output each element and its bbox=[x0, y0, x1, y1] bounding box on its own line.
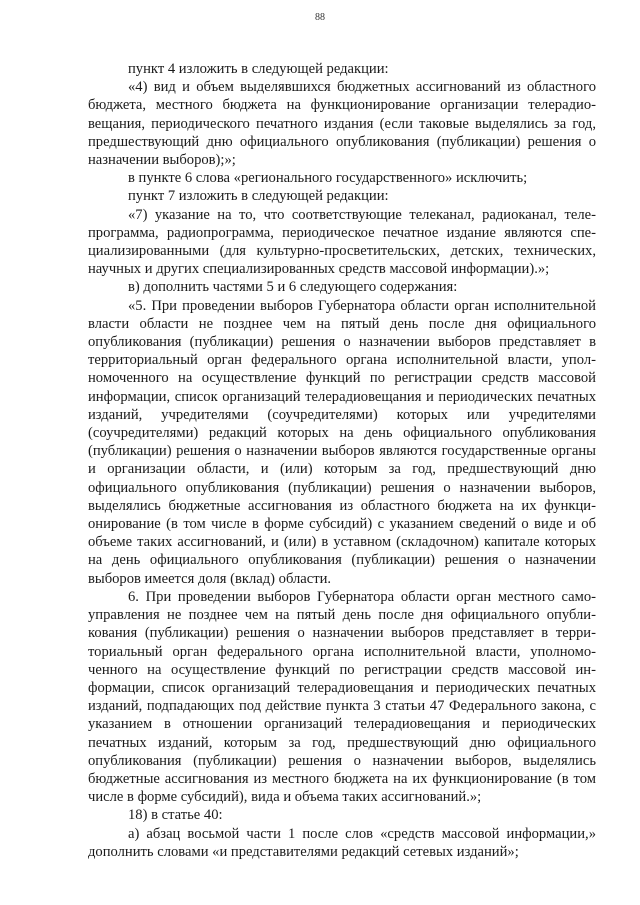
paragraph: «7) указание на то, что соответствующие телеканал, радиоканал, телепрограмма, радиопрограмма, периодическое печатное издание являются специализированными (для культурно-просветительских, детских, технических, научных и других специализированных средств массовой информации).»; bbox=[88, 206, 596, 278]
paragraph: пункт 4 изложить в следующей редакции: bbox=[128, 61, 389, 77]
document-body bbox=[88, 60, 596, 861]
paragraph: «4) вид и объем выделявшихся бюджетных ассигнований из областного бюджета, местного бюджета на функционирование организации телерадиовещания, периодического печатного издания (если таковые выделялись за год, предшествующий дню официального опубликования (публикации) решения о назначении выборов);»; bbox=[88, 79, 596, 169]
paragraph: 18) в статье 40: bbox=[128, 807, 223, 824]
paragraph: а) абзац восьмой части 1 после слов «средств массовой информации,» дополнить словами «и представителями редакций сетевых изданий»; bbox=[88, 825, 596, 860]
paragraph: 6. При проведении выборов Губернатора области орган местного самоуправления не позднее чем на пятый день после дня официального опубликования (публикации) решения о назначении выборов представляет в территориальный орган федерального органа исполнительной власти, уполномоченного на осуществление функций по регистрации средств массовой информации, список организаций телерадиовещания и периодических печатных изданий, подпадающих под действие пункта 3 статьи 47 Федерального закона, с указанием в отношении организаций телерадиовещания и периодических печатных изданий, которым за год, предшествующий дню официального опубликования (публикации) решения о назначении выборов, выделялись бюджетные ассигнования из местного бюджета на их функционирование (в том числе в форме субсидий), вида и объема таких ассигнований.»; bbox=[88, 588, 596, 806]
page-number: 88 bbox=[315, 12, 325, 23]
paragraph: пункт 7 изложить в следующей редакции: bbox=[128, 188, 389, 205]
paragraph: в) дополнить частями 5 и 6 следующего содержания: bbox=[128, 279, 458, 296]
paragraph: в пункте 6 слова «регионального государственного» исключить; bbox=[128, 170, 528, 187]
paragraph: «5. При проведении выборов Губернатора области орган исполнительной власти области не позднее чем на пятый день после дня официального опубликования (публикации) решения о назначении выборов представляет в территориальный орган федерального органа исполнительной власти, уполномоченного на осуществление функций по регистрации средств массовой информации, список организаций телерадиовещания и периодических печатных изданий, учредителями (соучредителями) которых или учредителями (соучредителями) редакций которых на день официального опубликования (публикации) решения о назначении выборов являются государственные органы и организации области, и (или) которым за год, предшествующий дню официального опубликования (публикации) решения о назначении выборов, выделялись бюджетные ассигнования из областного бюджета на их функционирование (в том числе в форме субсидий) с указанием сведений о виде и об объеме таких ассигнований, и (или) в уставном (складочном) капитале которых на день официального опубликования (публикации) решения о назначении выборов имеется доля (вклад) области. bbox=[88, 297, 596, 587]
